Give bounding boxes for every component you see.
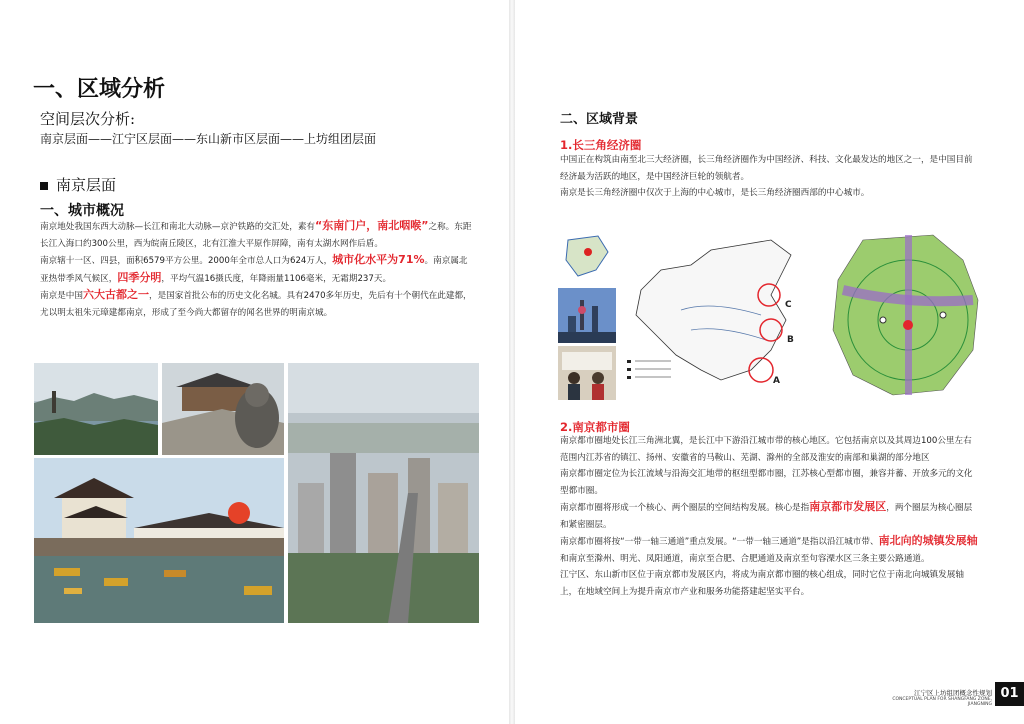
- map-label-b: B: [787, 335, 794, 345]
- footer-project-name: [882, 688, 992, 707]
- paragraph-3: 南京是中国六大古都之一，是国家首批公布的历史文化名城。具有2470多年历史，先后有十个朝代在此建都，尤以明太祖朱元璋建都南京，形成了至今尚大都留存的闻名世界的明南京城。: [40, 288, 472, 318]
- spatial-levels-list: 南京层面——江宁区层面——东山新市区层面——上坊组团层面: [40, 132, 377, 146]
- metro-paragraph-5: 江宁区、东山新市区位于南京都市发展区内，将成为南京都市圈的核心组成，同时它位于南北向城镇发展轴上，在地域空间上为提升南京市产业和服务功能搭建起坚实平台。: [560, 570, 964, 597]
- city-overview-body: [40, 218, 475, 321]
- photo-people-exhibition: [558, 346, 616, 400]
- photo-map-thumbnail: [558, 230, 616, 285]
- page-title: 一、区域分析: [33, 76, 166, 102]
- paragraph-2: 南京辖十一区、四县，面积6579平方公里。2000年全市总人口为624万人，城市化水平为71%。南京属北亚热带季风气候区，四季分明，平均气温16摄氏度，年降雨量1106毫米，无霜期237天。: [40, 253, 468, 284]
- photo-shanghai-skyline: [558, 288, 616, 343]
- photo-city-lake-view: [34, 363, 158, 455]
- footer-title-en: CONCEPTUAL PLAN FOR SHANGFANG ZONE, JIANGNING: [892, 697, 992, 707]
- region-background-title: 二、区域背景: [560, 112, 639, 127]
- metro-paragraph-1: 南京都市圈地处长江三角洲北翼，是长江中下游沿江城市带的核心地区。它包括南京以及其周边100公里左右范围内江苏省的镇江、扬州、安徽省的马鞍山、芜湖、滁州的全部及淮安的南部和巢湖的部分地区: [560, 436, 972, 463]
- paragraph-1: 南京地处我国东西大动脉—长江和南北大动脉—京沪铁路的交汇处，素有“东南门户，南北咽喉”之称。东距长江入海口约300公里，西为皖南丘陵区，北有江淮大平原作屏障，南有太湖水网作后盾。: [40, 219, 472, 249]
- nanjing-metro-section-title: 2.南京都市圈: [560, 420, 630, 434]
- yrd-paragraph-1: 中国正在构筑由南至北三大经济圈，长三角经济圈作为中国经济、科技、文化最发达的地区之一，是中国目前经济最为活跃的地区，是中国经济巨轮的领航者。: [560, 155, 973, 182]
- map-china-economic-zones: [621, 230, 820, 400]
- spatial-levels-subtitle: 空间层次分析:: [40, 110, 136, 128]
- map-label-c: C: [785, 300, 792, 310]
- nanjing-metro-section-body: [560, 433, 980, 600]
- metro-paragraph-4: 南京都市圈将按“一带一轴三通道”重点发展。“一带一轴三通道”是指以沿江城市带、南北向的城镇发展轴和南京至滁州、明光、凤阳通道，南京至合肥、合肥通道及南京至句容溧水区三条主要公路通道。: [560, 534, 978, 564]
- yrd-section-body: [560, 152, 980, 202]
- metro-paragraph-2: 南京都市圈定位为长江流域与沿海交汇地带的枢纽型都市圈，江苏核心型都市圈，兼容并蓄、开放多元的文化型都市圈。: [560, 469, 973, 496]
- page-number: 01: [995, 682, 1024, 706]
- city-overview-heading: 一、城市概况: [40, 203, 124, 219]
- footer-title-cn: 江宁区上坊组团概念性规划: [914, 689, 992, 697]
- section-label: 南京层面: [56, 176, 117, 194]
- section-nanjing: [40, 174, 116, 195]
- photo-qinhuai-river: [34, 458, 284, 623]
- bullet-square-icon: [40, 182, 48, 190]
- photo-stone-lion-gate: [162, 363, 284, 455]
- yrd-section-title: 1.长三角经济圈: [560, 138, 642, 152]
- photo-city-skyline: [288, 363, 479, 623]
- page-spread-gap: [509, 0, 515, 724]
- metro-paragraph-3: 南京都市圈将形成一个核心、两个圈层的空间结构发展。核心是指南京都市发展区，两个圈层为核心圈层和紧密圈层。: [560, 500, 973, 530]
- map-label-a: A: [773, 376, 780, 386]
- map-nanjing-metro-area: [823, 230, 982, 400]
- yrd-paragraph-2: 南京是长三角经济圈中仅次于上海的中心城市，是长三角经济圈西部的中心城市。: [560, 188, 870, 198]
